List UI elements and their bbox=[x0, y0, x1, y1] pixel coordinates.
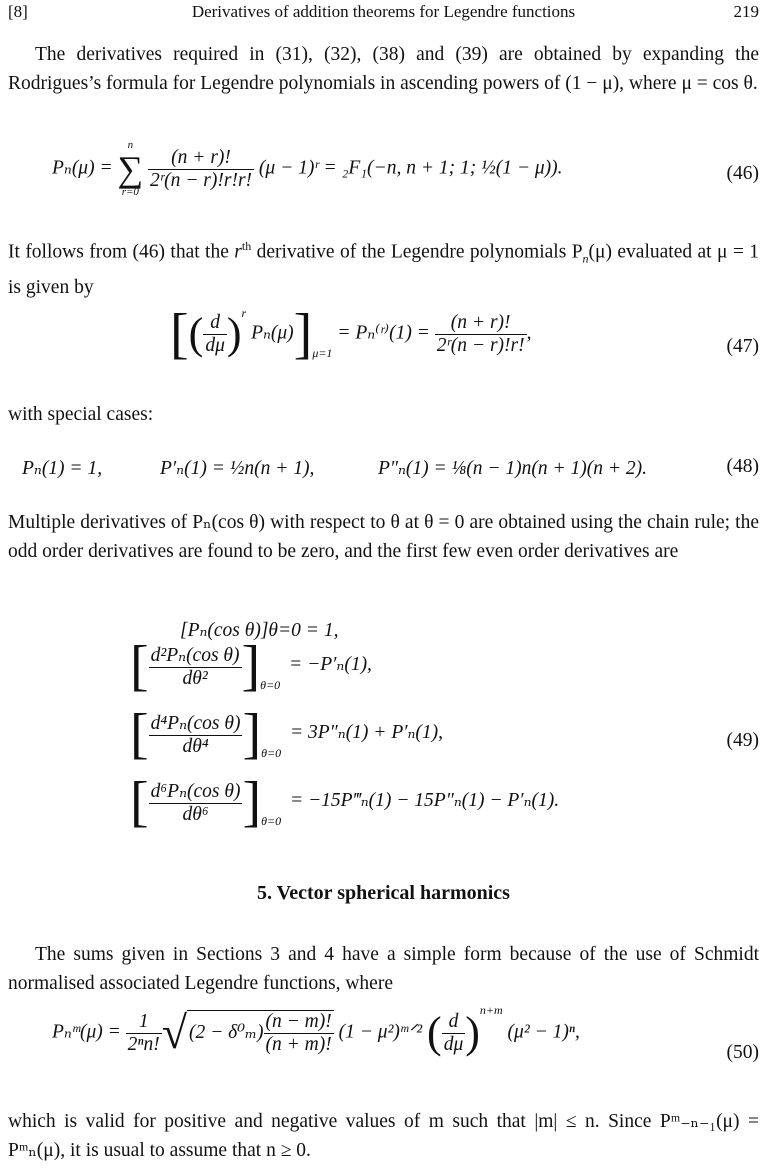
evaluation-point: μ=1 bbox=[312, 346, 333, 361]
text: (μ) evaluated at μ = 1 is given by bbox=[8, 241, 759, 299]
denominator: dμ bbox=[205, 334, 225, 356]
right-bracket: ] bbox=[293, 303, 313, 365]
rhs: = −15P‴ₙ(1) − 15P″ₙ(1) − P′ₙ(1). bbox=[289, 790, 560, 812]
page-number: 219 bbox=[733, 2, 759, 21]
equation-49-line-1: [Pₙ(cos θ)]θ=0 = 1, bbox=[180, 620, 339, 641]
equation-number-49: (49) bbox=[726, 730, 759, 751]
sqrt-body bbox=[187, 1010, 334, 1056]
section-heading: 5. Vector spherical harmonics bbox=[257, 882, 510, 904]
rhs: = 3P″ₙ(1) + P′ₙ(1), bbox=[289, 722, 444, 744]
eq50-prefactor bbox=[126, 1011, 162, 1056]
denominator: dθ⁶ bbox=[182, 803, 209, 825]
delta-term: (2 − δ⁰ₘ) bbox=[189, 1021, 264, 1043]
numerator: d⁴Pₙ(cos θ) bbox=[150, 712, 241, 734]
paragraph-schmidt: The sums given in Sections 3 and 4 have a simple form because of the use of Schmidt normalised associated Legendre functions, where bbox=[8, 944, 759, 994]
numerator: 1 bbox=[126, 1011, 162, 1034]
power: r bbox=[241, 305, 247, 320]
right-bracket: ] bbox=[241, 635, 261, 697]
paragraph-multiple-derivatives: Multiple derivatives of Pₙ(cos θ) with respect to θ at θ = 0 are obtained using the chain rule; the odd order derivatives are found to be zero, and the first few even order derivatives are bbox=[8, 512, 759, 562]
text: It follows from (46) that the bbox=[8, 241, 235, 263]
equation-46 bbox=[52, 140, 563, 220]
pn-of-mu: Pₙ(μ) bbox=[251, 322, 294, 344]
left-bracket: [ bbox=[130, 771, 149, 833]
eq46-fraction bbox=[148, 147, 254, 192]
sigma-icon: ∑ bbox=[117, 149, 144, 189]
denominator: (n + m)! bbox=[265, 1034, 332, 1055]
evaluation-point: θ=0 bbox=[261, 746, 282, 761]
eq46-rhs: (μ − 1)ʳ = ₂F₁(−n, n + 1; 1; ½(1 − μ)). bbox=[258, 157, 563, 179]
left-paren: ( bbox=[427, 1008, 442, 1057]
equation-number-50: (50) bbox=[726, 1042, 759, 1063]
eq46-lhs: Pₙ(μ) = bbox=[52, 157, 113, 179]
text: r bbox=[234, 241, 242, 263]
rhs: = −P′ₙ(1), bbox=[289, 654, 372, 676]
d6-fraction bbox=[149, 779, 243, 826]
eq50-tail: (μ² − 1)ⁿ, bbox=[507, 1021, 580, 1043]
equation-48-b: P′ₙ(1) = ½n(n + 1), bbox=[160, 458, 315, 479]
denominator: dθ² bbox=[182, 667, 208, 689]
text: derivative of the Legendre polynomials P bbox=[251, 241, 583, 263]
paragraph-special-cases: with special cases: bbox=[8, 404, 154, 425]
sum-upper: n bbox=[127, 139, 134, 151]
left-bracket: [ bbox=[130, 635, 149, 697]
eq47-middle: = Pₙ⁽ʳ⁾(1) = bbox=[337, 322, 430, 344]
numerator: d⁶Pₙ(cos θ) bbox=[150, 780, 241, 802]
equation-number-46: (46) bbox=[726, 163, 759, 184]
denominator: dθ⁴ bbox=[182, 735, 209, 757]
equation-49-line-3 bbox=[130, 703, 444, 765]
paragraph-validity: which is valid for positive and negative values of m such that |m| ≤ n. Since Pᵐ₋ₙ₋₁(μ) = Pᵐₙ(μ), it is usual to assume that n ≥ 0. bbox=[8, 1111, 759, 1161]
summation bbox=[118, 140, 144, 198]
denominator: 2ʳ(n − r)!r! bbox=[436, 334, 525, 356]
equation-49-line-4 bbox=[130, 771, 560, 833]
factorial-ratio bbox=[264, 1011, 334, 1056]
superscript: th bbox=[241, 239, 252, 253]
running-title: Derivatives of addition theorems for Legendre functions bbox=[191, 2, 576, 21]
numerator: d bbox=[203, 312, 227, 335]
d-dmu-fraction bbox=[203, 312, 227, 357]
numerator: (n + r)! bbox=[148, 147, 254, 170]
denominator: 2ⁿn! bbox=[127, 1033, 160, 1055]
paragraph-rth-derivative: It follows from (46) that the $r^{th}$ derivative of the Legendre polynomials $P_n(\mu)$ evaluated at μ = 1 is given by bbox=[8, 239, 759, 299]
equation-48-a: Pₙ(1) = 1, bbox=[22, 458, 103, 479]
sum-lower: r=0 bbox=[121, 186, 139, 198]
numerator: (n + r)! bbox=[435, 312, 527, 335]
equation-number-48: (48) bbox=[726, 456, 759, 477]
right-paren: ) bbox=[226, 309, 242, 358]
equation-49-line-2 bbox=[130, 635, 372, 697]
d2-fraction bbox=[149, 643, 242, 690]
sqrt-icon: √ bbox=[161, 1007, 188, 1058]
d4-fraction bbox=[149, 711, 243, 758]
running-header bbox=[8, 2, 759, 24]
comma: , bbox=[526, 322, 532, 344]
section-ref: [8] bbox=[8, 2, 28, 21]
left-bracket: [ bbox=[170, 303, 189, 365]
equation-47 bbox=[170, 303, 532, 386]
numerator: (n − m)! bbox=[265, 1011, 332, 1032]
equation-number-47: (47) bbox=[726, 336, 759, 357]
power: n+m bbox=[479, 1002, 503, 1017]
d-dmu-fraction bbox=[442, 1011, 466, 1056]
right-bracket: ] bbox=[242, 703, 262, 765]
evaluation-point: θ=0 bbox=[261, 814, 282, 829]
numerator: d bbox=[442, 1011, 466, 1034]
right-bracket: ] bbox=[242, 771, 262, 833]
numerator: d²Pₙ(cos θ) bbox=[150, 644, 240, 666]
equation-50 bbox=[52, 1002, 580, 1090]
equation-48-c: P″ₙ(1) = ⅛(n − 1)n(n + 1)(n + 2). bbox=[378, 458, 648, 479]
paragraph-intro: The derivatives required in (31), (32), (38) and (39) are obtained by expanding the Rodrigues’s formula for Legendre polynomials in ascending powers of (1 − μ), where μ = cos θ. bbox=[8, 44, 759, 94]
right-paren: ) bbox=[465, 1008, 480, 1057]
eq47-fraction bbox=[435, 312, 527, 357]
evaluation-point: θ=0 bbox=[260, 678, 281, 693]
denominator: 2ʳ(n − r)!r!r! bbox=[150, 169, 253, 191]
eq50-lhs: Pₙᵐ(μ) = bbox=[52, 1021, 121, 1043]
left-paren: ( bbox=[188, 309, 204, 358]
denominator: dμ bbox=[443, 1033, 464, 1055]
eq50-middle: (1 − μ²)ᵐᐟ² bbox=[338, 1021, 423, 1043]
left-bracket: [ bbox=[130, 703, 149, 765]
